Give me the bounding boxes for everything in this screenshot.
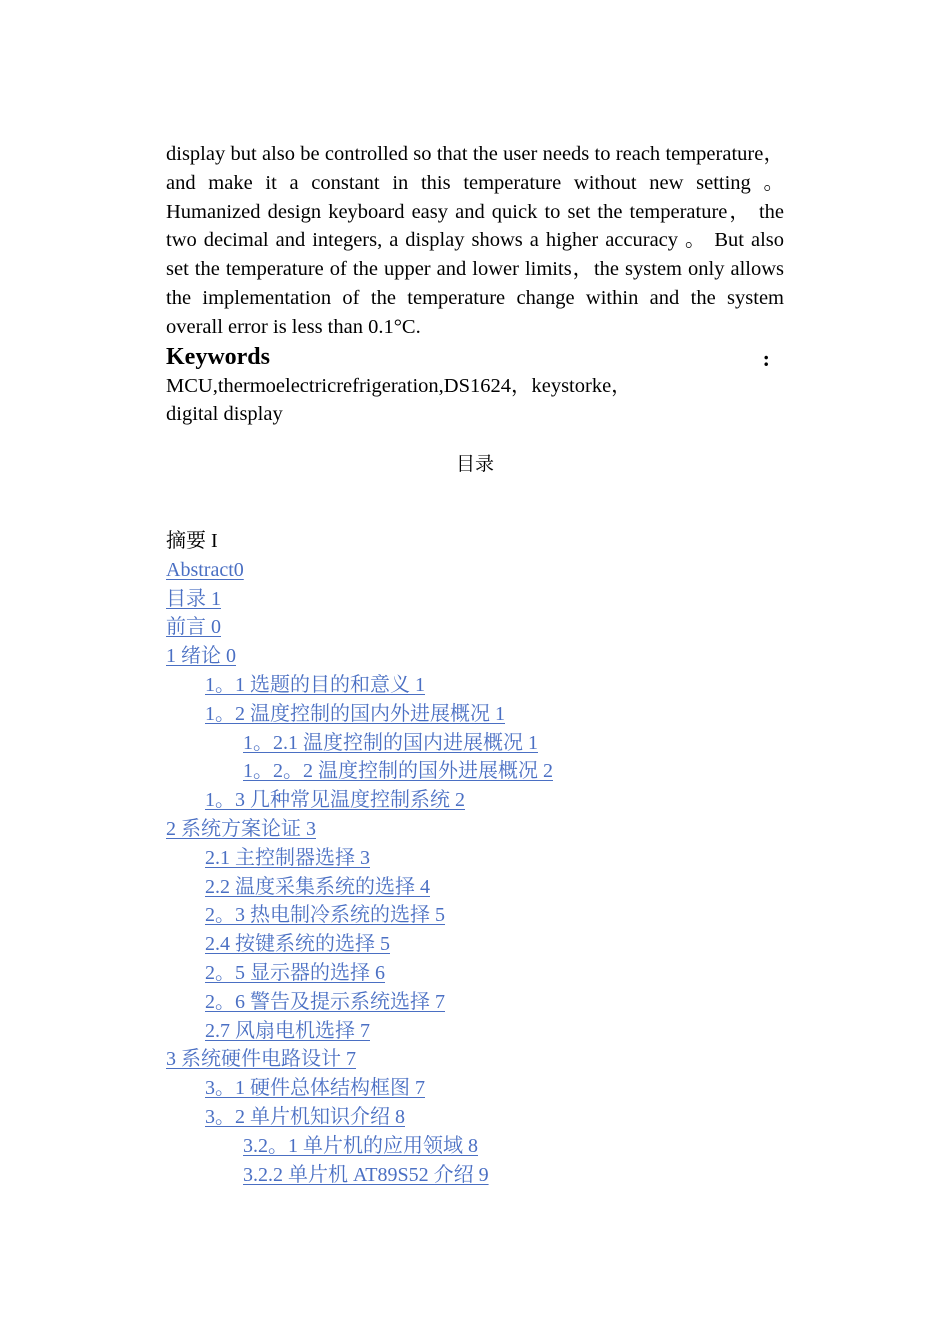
- toc-entry-label: 摘要 I: [166, 530, 218, 552]
- keywords-row: [166, 342, 784, 372]
- toc-entry[interactable]: [166, 585, 866, 614]
- toc-entry-link[interactable]: 2。3 热电制冷系统的选择 5: [205, 904, 445, 927]
- toc-entry-link[interactable]: 3.2.2 单片机 AT89S52 介绍 9: [243, 1163, 489, 1186]
- table-of-contents: [166, 527, 866, 1189]
- document-body: [166, 140, 784, 429]
- toc-entry-link[interactable]: 3.2。1 单片机的应用领域 8: [243, 1134, 478, 1157]
- toc-entry[interactable]: [166, 1161, 866, 1190]
- toc-entry-link[interactable]: 2.2 温度采集系统的选择 4: [205, 875, 430, 898]
- toc-entry[interactable]: [166, 729, 866, 758]
- toc-entry[interactable]: [166, 1017, 866, 1046]
- toc-entry-link[interactable]: 1。2.1 温度控制的国内进展概况 1: [243, 731, 538, 754]
- toc-entry[interactable]: [166, 1103, 866, 1132]
- toc-entry-link[interactable]: 目录 1: [166, 587, 221, 610]
- toc-entry[interactable]: [166, 988, 866, 1017]
- toc-entry-link[interactable]: 2。5 显示器的选择 6: [205, 961, 385, 984]
- toc-entry[interactable]: [166, 959, 866, 988]
- toc-entry[interactable]: [166, 556, 866, 585]
- toc-entry[interactable]: [166, 642, 866, 671]
- toc-entry: [166, 527, 866, 556]
- toc-entry[interactable]: [166, 930, 866, 959]
- keywords-text: MCU,thermoelectricrefrigeration,DS1624，keystorke， digital display: [166, 374, 632, 426]
- toc-entry-link[interactable]: 1 绪论 0: [166, 645, 236, 668]
- toc-entry-link[interactable]: 3。2 单片机知识介绍 8: [205, 1105, 405, 1128]
- toc-entry-link[interactable]: 2 系统方案论证 3: [166, 817, 316, 840]
- toc-entry[interactable]: [166, 1045, 866, 1074]
- toc-entry[interactable]: [166, 613, 866, 642]
- toc-entry-link[interactable]: 1。1 选题的目的和意义 1: [205, 673, 425, 696]
- toc-entry[interactable]: [166, 700, 866, 729]
- toc-entry[interactable]: [166, 815, 866, 844]
- toc-entry-link[interactable]: 2.1 主控制器选择 3: [205, 846, 370, 869]
- toc-entry[interactable]: [166, 671, 866, 700]
- toc-entry[interactable]: [166, 786, 866, 815]
- keywords-colon: :: [762, 345, 770, 371]
- toc-entry-link[interactable]: 3。1 硬件总体结构框图 7: [205, 1077, 425, 1100]
- toc-entry[interactable]: [166, 1074, 866, 1103]
- toc-entry-link[interactable]: Abstract0: [166, 558, 244, 581]
- toc-entry-link[interactable]: 1。2 温度控制的国内外进展概况 1: [205, 702, 505, 725]
- toc-entry[interactable]: [166, 844, 866, 873]
- toc-entry-link[interactable]: 2。6 警告及提示系统选择 7: [205, 990, 445, 1013]
- toc-entry[interactable]: [166, 901, 866, 930]
- keywords-title: Keywords: [166, 343, 270, 370]
- toc-entry-link[interactable]: 3 系统硬件电路设计 7: [166, 1048, 356, 1071]
- toc-entry[interactable]: [166, 1132, 866, 1161]
- toc-entry-link[interactable]: 前言 0: [166, 616, 221, 639]
- toc-entry-link[interactable]: 1。2。2 温度控制的国外进展概况 2: [243, 760, 553, 783]
- abstract-paragraph: display but also be controlled so that the user needs to reach temperature， and make it a constant in this temperature without new setting 。 Humanized design keyboard easy and quick to set the temperature， the two decimal and integers, a display shows a higher accuracy 。 But also set the temperature of the upper and lower limits，the system only allows the implementation of the temperature change within and the system overall error is less than 0.1°C.: [166, 143, 784, 338]
- toc-entry-link[interactable]: 2.7 风扇电机选择 7: [205, 1019, 370, 1042]
- toc-entry-link[interactable]: 2.4 按键系统的选择 5: [205, 933, 390, 956]
- toc-entry[interactable]: [166, 873, 866, 902]
- toc-title: 目录: [455, 453, 494, 475]
- toc-entry[interactable]: [166, 757, 866, 786]
- toc-entry-link[interactable]: 1。3 几种常见温度控制系统 2: [205, 789, 465, 812]
